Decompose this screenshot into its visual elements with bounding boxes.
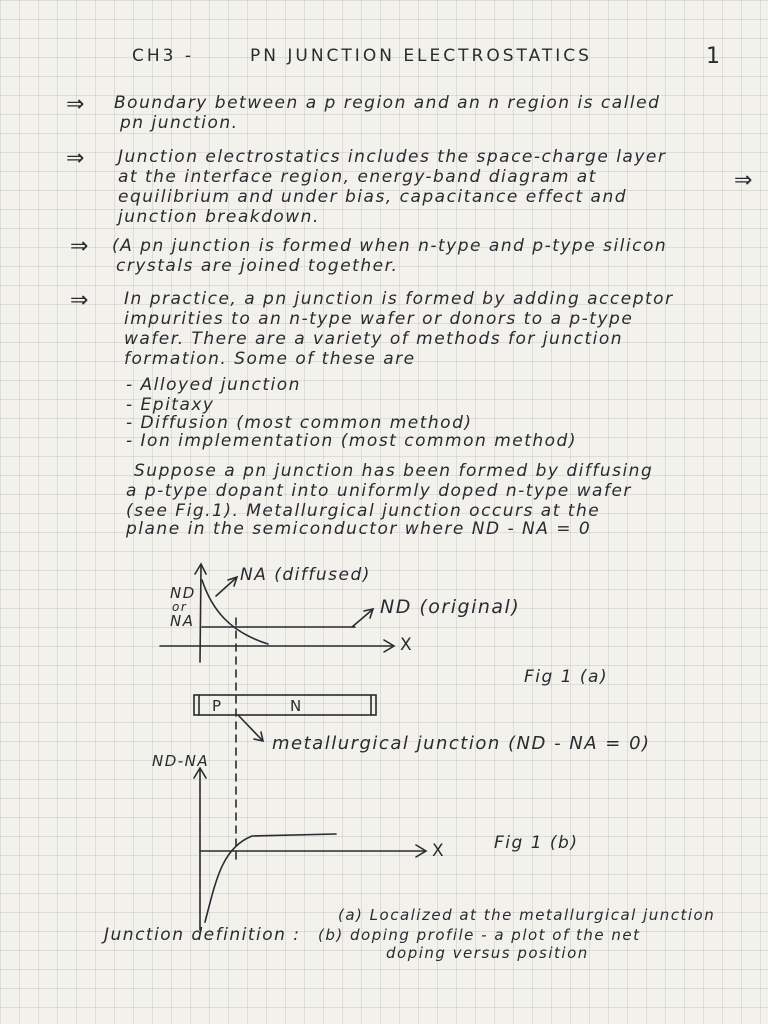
bullet-4-line-4: formation. Some of these are	[124, 349, 416, 369]
n-region-label: N	[290, 697, 303, 715]
junction-pointer	[238, 715, 262, 740]
paragraph-line: Suppose a pn junction has been formed by diffusing	[134, 461, 654, 481]
bullet-arrow-icon: ⇒	[70, 288, 89, 313]
definition-item-a: (a) Localized at the metallurgical junction	[338, 906, 716, 924]
metallurgical-junction-label: metallurgical junction (ND - NA = 0)	[272, 733, 651, 754]
bullet-2-line-2: at the interface region, energy-band diagram at	[118, 167, 597, 187]
fig-b-caption: Fig 1 (b)	[494, 833, 579, 853]
margin-arrow-icon: ⇒	[734, 168, 753, 193]
paragraph-line: (see Fig.1). Metallurgical junction occurs at the	[126, 501, 601, 521]
bullet-3-line-2: crystals are joined together.	[116, 256, 399, 276]
fig-a-y-label-nd: ND	[170, 584, 196, 602]
na-diffused-curve	[202, 580, 268, 644]
definition-item-b: (b) doping profile - a plot of the net	[318, 926, 641, 944]
bullet-2-line-1: Junction electrostatics includes the space-charge layer	[118, 147, 667, 167]
na-diffused-label: NA (diffused)	[240, 565, 371, 585]
nd-pointer	[352, 610, 372, 627]
method-item: - Diffusion (most common method)	[126, 413, 473, 433]
na-pointer	[216, 578, 236, 596]
bullet-2-line-4: junction breakdown.	[118, 207, 320, 227]
paragraph-line: plane in the semiconductor where ND - NA = 0	[126, 519, 592, 539]
bullet-4-line-1: In practice, a pn junction is formed by adding acceptor	[124, 289, 674, 309]
bullet-arrow-icon: ⇒	[66, 146, 85, 171]
bullet-arrow-icon: ⇒	[70, 234, 89, 259]
bullet-1-line-1: Boundary between a p region and an n region is called	[114, 93, 661, 113]
bullet-1-line-2: pn junction.	[120, 113, 239, 133]
definition-item-b-cont: doping versus position	[386, 944, 589, 962]
bullet-arrow-icon: ⇒	[66, 92, 85, 117]
fig-a-x-label: X	[400, 635, 414, 655]
bullet-3-line-1: (A pn junction is formed when n-type and p-type silicon	[112, 236, 668, 256]
method-item: - Epitaxy	[126, 395, 215, 415]
method-item: - Ion implementation (most common method)	[126, 431, 577, 451]
fig-b-y-label: ND-NA	[152, 752, 210, 770]
fig-b-x-label: X	[432, 841, 446, 861]
method-item: - Alloyed junction	[126, 375, 301, 395]
net-doping-curve	[205, 834, 336, 922]
paragraph-line: a p-type dopant into uniformly doped n-type wafer	[126, 481, 632, 501]
bullet-4-line-3: wafer. There are a variety of methods for junction	[124, 329, 624, 349]
bullet-2-line-3: equilibrium and under bias, capacitance effect and	[118, 187, 628, 207]
fig-a-y-label-na: NA	[170, 612, 195, 630]
page-number: 1	[706, 44, 723, 69]
bullet-4-line-2: impurities to an n-type wafer or donors to a p-type	[124, 309, 634, 329]
nd-original-label: ND (original)	[380, 596, 521, 618]
chapter-label: CH3 -	[132, 46, 195, 66]
fig-a-y-axis	[200, 566, 201, 662]
definition-lead: Junction definition :	[104, 925, 301, 945]
fig-a-y-label-or: or	[172, 600, 188, 614]
page-title: PN JUNCTION ELECTROSTATICS	[250, 46, 592, 66]
fig-a-caption: Fig 1 (a)	[524, 667, 609, 687]
p-region-label: P	[212, 697, 223, 715]
